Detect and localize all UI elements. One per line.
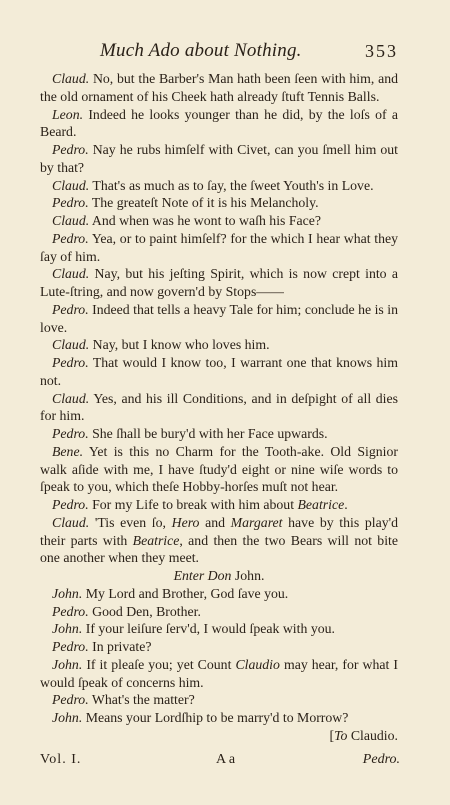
- speaker-name: Pedro.: [52, 301, 89, 317]
- speaker-name: Claud.: [52, 71, 90, 86]
- speaker-name: Pedro.: [52, 195, 89, 211]
- speaker-name: Bene.: [52, 443, 84, 459]
- speech-text: Yea, or to paint himſelf? for the which I hear what they ſay of him.: [40, 230, 399, 264]
- speech: [40, 177, 398, 195]
- speech: [40, 585, 398, 603]
- speech: [40, 265, 398, 301]
- speaker-name: John.: [52, 656, 83, 672]
- speech: [40, 354, 398, 390]
- volume-label: Vol. I.: [40, 752, 82, 767]
- speaker-name: Pedro.: [52, 355, 89, 370]
- speech: [40, 301, 398, 337]
- speaker-name: John.: [52, 621, 83, 637]
- speaker-name: Leon.: [52, 106, 84, 122]
- speech-text: 'Tis even ſo, Hero and Margaret have by this play'd their parts with Beatrice, and then the two Bears will not bite one another when they meet.: [40, 514, 398, 566]
- speech-text: That's as much as to ſay, the ſweet Youth's in Love.: [92, 177, 374, 193]
- speaker-name: Pedro.: [52, 426, 89, 441]
- stage-direction-roman: John.: [234, 568, 265, 583]
- speaker-name: Claud.: [52, 266, 90, 282]
- speaker-name: Pedro.: [52, 230, 89, 246]
- speech-text: Nay, but his jeſting Spirit, which is now crept into a Lute-ſtring, and now govern'd by Stops——: [40, 266, 398, 299]
- speech: [40, 603, 398, 621]
- speaker-name: Pedro.: [52, 603, 89, 619]
- speech-text: For my Life to break with him about Beatrice.: [92, 497, 348, 512]
- stage-direction: [40, 567, 398, 585]
- speech: [40, 194, 398, 212]
- speaker-name: Claud.: [52, 213, 90, 228]
- speaker-name: John.: [52, 585, 83, 601]
- speaker-name: John.: [52, 710, 83, 725]
- speech-text: Good Den, Brother.: [92, 603, 201, 619]
- speech-text: Indeed that tells a heavy Tale for him; conclude he is in love.: [40, 301, 398, 335]
- speech: [40, 709, 398, 727]
- speech: [40, 336, 398, 354]
- speech-text: She ſhall be bury'd with her Face upwards.: [92, 426, 328, 441]
- page-number: 353: [365, 41, 398, 61]
- speech: [40, 70, 398, 106]
- speech: [40, 514, 398, 567]
- speech-text: What's the matter?: [91, 692, 195, 708]
- speaker-name: Pedro.: [52, 497, 89, 512]
- speech: [40, 620, 398, 638]
- speech-text: Yes, and his ill Conditions, and in deſpight of all dies for him.: [40, 390, 399, 424]
- play-text: [40, 70, 398, 745]
- running-title: Much Ado about Nothing.: [100, 40, 302, 61]
- exit-direction: [To Claudio.: [329, 727, 398, 743]
- speaker-name: Pedro.: [52, 142, 89, 157]
- speech-text: And when was he wont to waſh his Face?: [91, 213, 322, 228]
- page-footer: [40, 752, 400, 772]
- speech: [40, 425, 398, 443]
- speech-text: If it pleaſe you; yet Count Claudio may hear, for what I would ſpeak of concerns him.: [40, 656, 398, 690]
- speech-text: In private?: [92, 639, 152, 654]
- speech-text: The greateſt Note of it is his Melancholy.: [91, 195, 319, 211]
- speech: [40, 141, 398, 177]
- speaker-name: Claud.: [52, 514, 90, 530]
- speech: [40, 496, 398, 514]
- speaker-name: Pedro.: [52, 692, 89, 708]
- dialogue-block: [40, 70, 398, 567]
- page-header: [0, 40, 450, 66]
- speaker-name: Claud.: [52, 337, 90, 353]
- speech-text: Nay, but I know who loves him.: [92, 337, 270, 353]
- speech-text: Means your Lordſhip to be marry'd to Morrow?: [85, 710, 349, 725]
- speaker-name: Claud.: [52, 390, 90, 406]
- speech: [40, 691, 398, 709]
- speech: [40, 106, 398, 142]
- speech-text: Yet is this no Charm for the Tooth-ake. Old Signior walk aſide with me, I have ſtudy'd eight or nine wiſe words to ſpeak to you, which theſe Hobby-horſes muſt not hear.: [40, 443, 398, 495]
- speaker-name: Pedro.: [52, 639, 89, 654]
- speech-text: Nay he rubs himſelf with Civet, can you ſmell him out by that?: [40, 142, 398, 175]
- stage-direction-italic: Enter Don: [173, 568, 232, 583]
- speaker-name: Claud.: [52, 177, 90, 193]
- speech-text: Indeed he looks younger than he did, by the loſs of a Beard.: [40, 106, 399, 140]
- speech: [40, 638, 398, 656]
- speech-text: My Lord and Brother, God ſave you.: [85, 585, 289, 601]
- speech: [40, 212, 398, 230]
- catchword: Pedro.: [362, 752, 400, 767]
- dialogue-block: [40, 585, 398, 727]
- speech: [40, 390, 398, 426]
- signature-mark: A a: [216, 752, 236, 767]
- speech: [40, 230, 398, 266]
- speech-text: If your leiſure ſerv'd, I would ſpeak with you.: [85, 621, 335, 637]
- speech-text: No, but the Barber's Man hath been ſeen with him, and the old ornament of his Cheek hath already ſtuft Tennis Balls.: [40, 71, 398, 104]
- speech: [40, 443, 398, 496]
- speech: [40, 656, 398, 692]
- speech-text: That would I know too, I warrant one that knows him not.: [40, 355, 399, 388]
